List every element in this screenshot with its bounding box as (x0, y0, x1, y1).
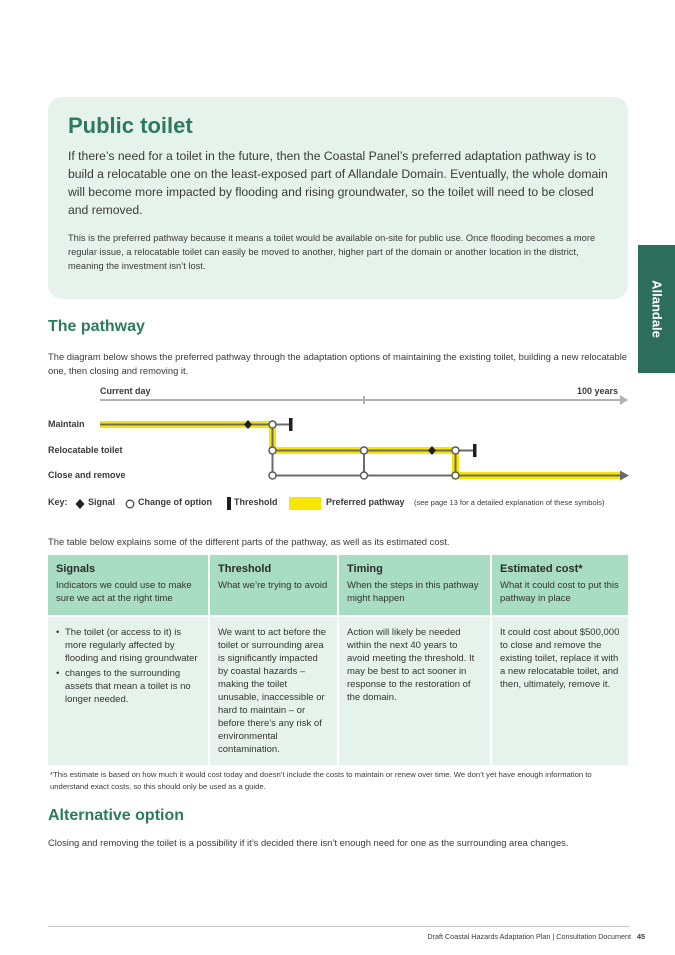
header-title: Estimated cost* (500, 563, 583, 575)
table-intro: The table below explains some of the different parts of the pathway, as well as its estimated cost. (48, 536, 450, 547)
table-header-row (48, 555, 628, 616)
header-title: Timing (347, 563, 383, 575)
signal-icon (75, 499, 85, 509)
section-tab (638, 245, 675, 373)
key-preferred-pathway: Preferred pathway (326, 497, 405, 507)
page-footer (427, 932, 645, 941)
close-remove-arrow (620, 471, 629, 481)
change-of-option-mark (269, 447, 276, 454)
signals-list (56, 626, 200, 706)
preferred-pathway-swatch-icon (289, 497, 321, 510)
cell-signals (48, 616, 209, 765)
change-of-option-mark (269, 421, 276, 428)
alternative-heading: Alternative option (48, 807, 185, 824)
page-number: 45 (637, 932, 645, 941)
relocatable-threshold-mark (473, 444, 477, 457)
intro-lead: If there’s need for a toilet in the future, then the Coastal Panel’s preferred adaptation pathway is to build a relocatable one on the least-exposed part of Allandale Domain. Eventually, the whole domain will become more impacted by flooding and rising groundwater, so the toilet will need to be closed and removed. (68, 149, 608, 217)
change-of-option-icon (125, 499, 135, 509)
row-label-close-remove: Close and remove (48, 470, 126, 480)
footer-divider (48, 926, 630, 927)
pathway-heading: The pathway (48, 318, 145, 335)
pathway-description: The diagram below shows the preferred pathway through the adaptation options of maintaining the existing toilet, building a new relocatable one, then closing and removing it. (48, 351, 628, 376)
cost-footnote: *This estimate is based on how much it would cost today and doesn’t include the costs to maintain or renew over time. We don’t yet have enough information to understand exact costs, so this should only be used as a guide. (50, 770, 592, 791)
timeline-arrow (620, 395, 628, 405)
table-row (48, 616, 628, 765)
timeline-start-label: Current day (100, 386, 151, 396)
key-change-of-option: Change of option (138, 497, 212, 507)
cell-estimated-cost: It could cost about $500,000 to close and remove the existing toilet, replace it with a new relocatable toilet, and then, ultimately, remove it. (491, 616, 628, 765)
header-subtitle: Indicators we could use to make sure we act at the right time (56, 580, 192, 604)
threshold-icon (226, 497, 232, 510)
header-signals (48, 555, 209, 616)
section-tab-label: Allandale (649, 280, 664, 338)
pathway-diagram (48, 383, 630, 488)
key-threshold: Threshold (234, 497, 278, 507)
maintain-threshold-mark (289, 418, 293, 431)
header-estimated-cost (491, 555, 628, 616)
header-title: Signals (56, 563, 96, 575)
cell-threshold: We want to act before the toilet or surrounding area is significantly impacted by coastal hazards – making the toilet unusable, inaccessible or hard to maintain – or before there’s any risk of environmental contamination. (209, 616, 338, 765)
change-of-option-mark (452, 447, 459, 454)
header-subtitle: What it could cost to put this pathway in place (500, 580, 619, 604)
change-of-option-mark (269, 472, 276, 479)
key-signal: Signal (88, 497, 116, 507)
pathway-diagram-graphic (48, 383, 630, 488)
change-of-option-mark (452, 472, 459, 479)
cell-timing: Action will likely be needed within the next 40 years to avoid meeting the threshold. It may be best to act sooner in response to the restoration of the domain. (338, 616, 491, 765)
diagram-key (48, 497, 628, 511)
page-title: Public toilet (68, 113, 193, 138)
key-label: Key: (48, 497, 68, 507)
row-label-maintain: Maintain (48, 419, 85, 429)
header-title: Threshold (218, 563, 272, 575)
change-of-option-mark (361, 447, 368, 454)
header-subtitle: What we’re trying to avoid (218, 580, 328, 591)
list-item: • changes to the surrounding assets that mean a toilet is no longer needed. (56, 667, 200, 706)
pathway-table (48, 555, 628, 765)
change-of-option-mark (361, 472, 368, 479)
intro-panel (48, 97, 628, 299)
alternative-text: Closing and removing the toilet is a possibility if it’s decided there isn’t enough need for one as the surrounding area changes. (48, 837, 569, 848)
row-label-relocatable: Relocatable toilet (48, 445, 123, 455)
header-threshold (209, 555, 338, 616)
header-subtitle: When the steps in this pathway might happen (347, 580, 479, 604)
timeline-end-label: 100 years (576, 386, 618, 396)
footer-text: Draft Coastal Hazards Adaptation Plan | Consultation Document (427, 932, 631, 941)
key-note: (see page 13 for a detailed explanation of these symbols) (414, 498, 605, 507)
list-item: • The toilet (or access to it) is more regularly affected by flooding and rising groundwater (56, 626, 200, 665)
intro-body: This is the preferred pathway because it means a toilet would be available on-site for public use. Once flooding becomes a more regular issue, a relocatable toilet can easily be moved to another, higher part of the domain or another location in the district, meaning the investment isn’t lost. (68, 233, 596, 271)
header-timing (338, 555, 491, 616)
